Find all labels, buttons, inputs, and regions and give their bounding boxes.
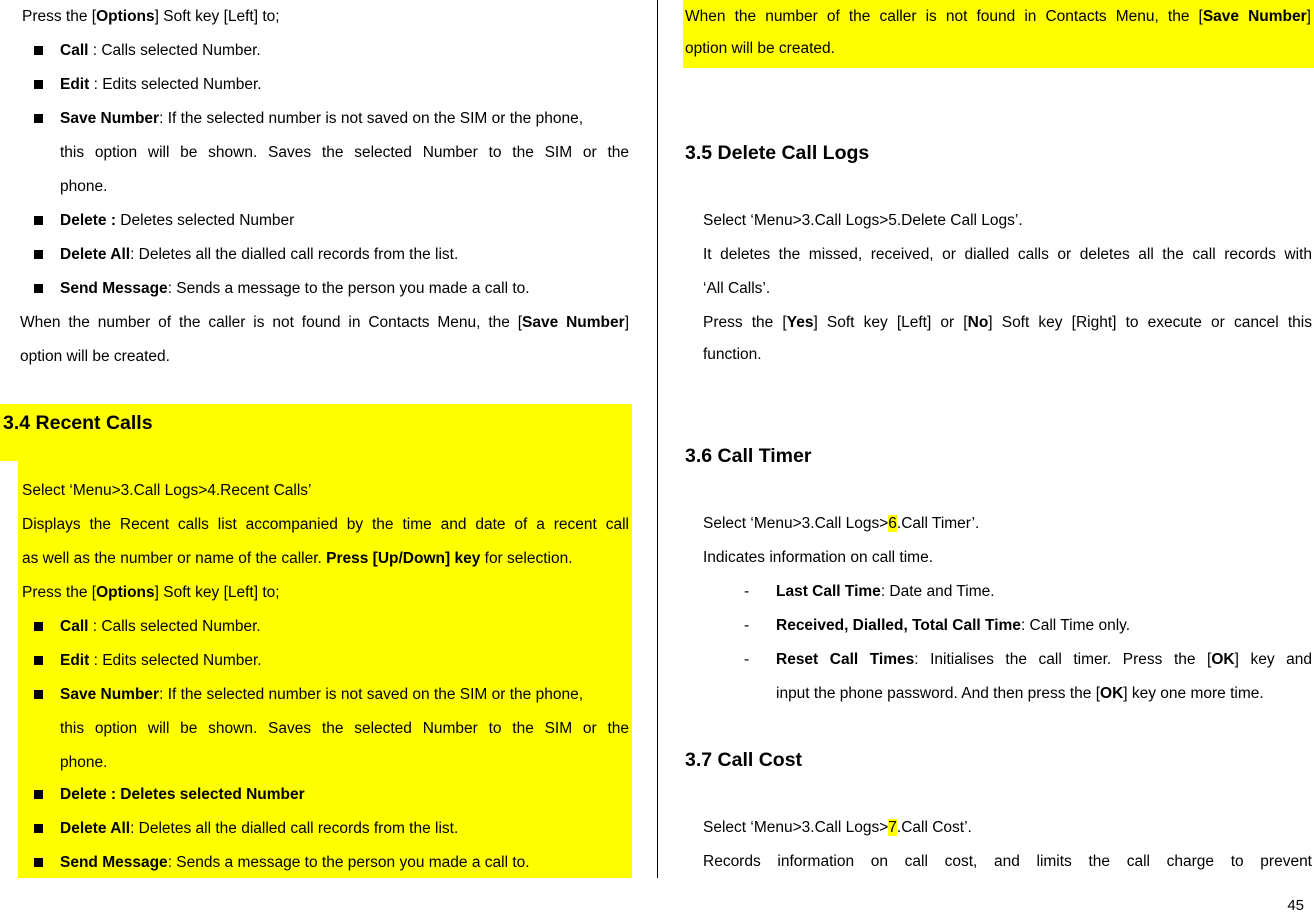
list-item: Send Message: Sends a message to the person you made a call to. — [60, 280, 530, 297]
list-item-continuation: phone. — [60, 178, 108, 195]
list-item: Call : Calls selected Number. — [60, 618, 261, 635]
list-item-continuation: input the phone password. And then press the [OK] key one more time. — [776, 685, 1264, 702]
list-item: Edit : Edits selected Number. — [60, 652, 262, 669]
instruction-continuation: function. — [703, 346, 762, 363]
list-item-continuation: this option will be shown. Saves the selected Number to the SIM or the — [60, 144, 629, 161]
menu-path: Select ‘Menu>3.Call Logs>6.Call Timer’. — [703, 515, 980, 532]
menu-path: Select ‘Menu>3.Call Logs>5.Delete Call Logs’. — [703, 212, 1023, 229]
column-divider — [657, 0, 658, 878]
menu-path: Select ‘Menu>3.Call Logs>7.Call Cost’. — [703, 819, 972, 836]
list-item: Delete All: Deletes all the dialled call records from the list. — [60, 820, 459, 837]
list-item-continuation: phone. — [60, 754, 108, 771]
list-item: Reset Call Times: Initialises the call timer. Press the [OK] key and — [776, 651, 1312, 668]
contacts-note-continuation: option will be created. — [685, 40, 835, 57]
section-heading: 3.4 Recent Calls — [3, 412, 153, 434]
dash-marker: - — [744, 583, 750, 600]
menu-path: Select ‘Menu>3.Call Logs>4.Recent Calls’ — [22, 482, 312, 499]
instruction: Press the [Yes] Soft key [Left] or [No] Soft key [Right] to execute or cancel this — [703, 314, 1312, 331]
description: Displays the Recent calls list accompanied by the time and date of a recent call — [22, 516, 629, 533]
options-intro: Press the [Options] Soft key [Left] to; — [22, 584, 280, 601]
description-continuation: as well as the number or name of the caller. Press [Up/Down] key for selection. — [22, 550, 573, 567]
list-item-continuation: this option will be shown. Saves the selected Number to the SIM or the — [60, 720, 629, 737]
dash-marker: - — [744, 617, 750, 634]
list-item: Received, Dialled, Total Call Time: Call Time only. — [776, 617, 1131, 634]
section-heading: 3.6 Call Timer — [685, 445, 812, 467]
description: Records information on call cost, and limits the call charge to prevent — [703, 853, 1312, 870]
list-item: Call : Calls selected Number. — [60, 42, 261, 59]
list-item: Delete : Deletes selected Number — [60, 212, 295, 229]
list-item: Last Call Time: Date and Time. — [776, 583, 995, 600]
page-number: 45 — [1287, 897, 1304, 914]
list-item: Send Message: Sends a message to the person you made a call to. — [60, 854, 530, 871]
contacts-note: When the number of the caller is not found in Contacts Menu, the [Save Number] — [20, 314, 629, 331]
list-item: Delete : Deletes selected Number — [60, 786, 305, 803]
section-heading: 3.7 Call Cost — [685, 749, 803, 771]
contacts-note-continuation: option will be created. — [20, 348, 170, 365]
description: It deletes the missed, received, or dialled calls or deletes all the call records with — [703, 246, 1312, 263]
options-intro: Press the [Options] Soft key [Left] to; — [22, 8, 280, 25]
list-item: Save Number: If the selected number is not saved on the SIM or the phone, — [60, 110, 583, 127]
list-item: Save Number: If the selected number is not saved on the SIM or the phone, — [60, 686, 583, 703]
section-heading: 3.5 Delete Call Logs — [685, 142, 870, 164]
description: Indicates information on call time. — [703, 549, 934, 566]
list-item: Edit : Edits selected Number. — [60, 76, 262, 93]
list-item: Delete All: Deletes all the dialled call records from the list. — [60, 246, 459, 263]
contacts-note: When the number of the caller is not found in Contacts Menu, the [Save Number] — [685, 8, 1311, 25]
description-continuation: ‘All Calls’. — [703, 280, 771, 297]
dash-marker: - — [744, 651, 750, 668]
